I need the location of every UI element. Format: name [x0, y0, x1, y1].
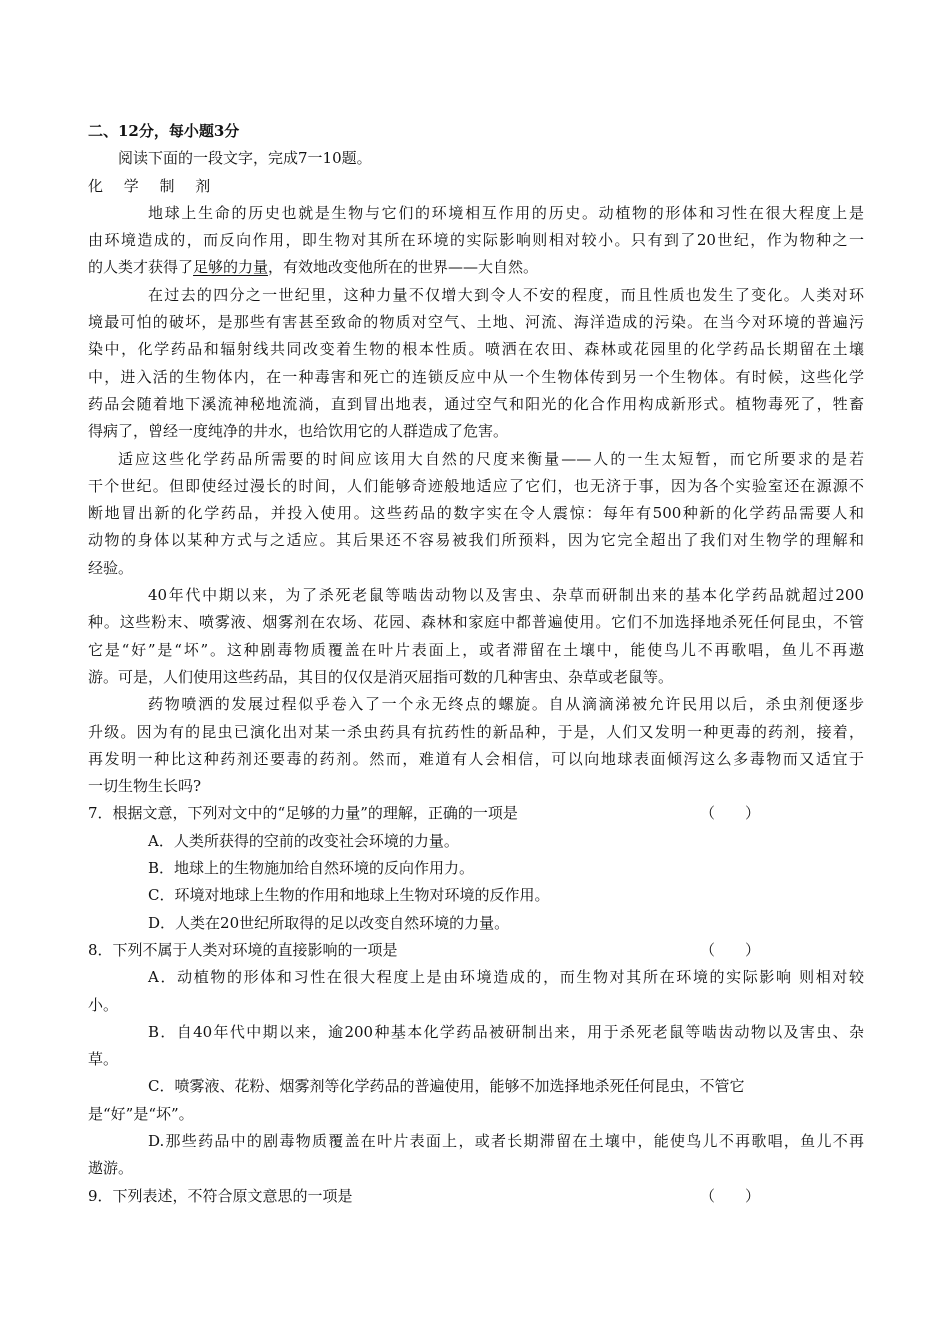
option-b: B．地球上的生物施加给自然环境的反向作用力。 — [148, 859, 475, 878]
option-b-cont: 草。 — [88, 1050, 119, 1069]
text-line: 在过去的四分之一世纪里，这种力量不仅增大到令人不安的程度，而且性质也发生了变化。人类对环 — [148, 285, 864, 304]
text-line: 由环境造成的，而反向作用，即生物对其所在环境的实际影响则相对较小。只有到了20世纪，作为物种之一 — [88, 231, 864, 250]
answer-paren: （ ） — [700, 940, 761, 959]
option-d-cont: 遨游。 — [88, 1159, 134, 1178]
text-line — [88, 254, 864, 281]
instruction: 阅读下面的一段文字，完成7一10题。 — [118, 149, 372, 168]
paragraph-3 — [88, 446, 864, 582]
question-stem — [88, 800, 864, 827]
text-line: 动物的身体以某种方式与之适应。其后果还不容易被我们所预料，因为它完全超出了我们对生物学的理解和 — [88, 531, 864, 550]
option-a: A．动植物的形体和习性在很大程度上是由环境造成的，而生物对其所在环境的实际影响 则相对较 — [148, 968, 864, 987]
option-c: C．环境对地球上生物的作用和地球上生物对环境的反作用。 — [148, 886, 550, 905]
text-line: 断地冒出新的化学药品，并投入使用。这些药品的数字实在令人震惊：每年有500种新的化学药品需要人和 — [88, 504, 864, 523]
question-stem — [88, 937, 864, 964]
text-line: 40年代中期以来，为了杀死老鼠等啮齿动物以及害虫、杂草而研制出来的基本化学药品就超过200 — [148, 586, 864, 605]
text-line: 得病了，曾经一度纯净的井水，也给饮用它的人群造成了危害。 — [88, 422, 509, 441]
text-line: 升级。因为有的昆虫已演化出对某一杀虫药具有抗药性的新品种，于是，人们又发明一种更毒的药剂，接着， — [88, 722, 864, 741]
exam-page — [88, 118, 864, 1210]
question-stem — [88, 1183, 864, 1210]
text-line: 再发明一种比这种药剂还要毒的药剂。然而，难道有人会相信，可以向地球表面倾泻这么多毒物而又适宜于 — [88, 749, 864, 768]
paragraph-4 — [88, 582, 864, 691]
text-line: 境最可怕的破坏，是那些有害甚至致命的物质对空气、土地、河流、海洋造成的污染。在当今对环境的普遍污 — [88, 313, 864, 332]
paragraph-5 — [88, 691, 864, 800]
text-fragment: ，有效地改变他所在的世界——大自然。 — [268, 258, 539, 277]
text-line: 药物喷洒的发展过程似乎卷入了一个永无终点的螺旋。自从滴滴涕被允许民用以后，杀虫剂便逐步 — [148, 695, 864, 714]
question-9 — [88, 1183, 864, 1210]
article-title-text: 化 学 制 剂 — [88, 176, 219, 195]
question-stem-text: 8．下列不属于人类对环境的直接影响的一项是 — [88, 940, 398, 959]
text-fragment: 的人类才获得了 — [88, 258, 194, 277]
question-stem-text: 7．根据文意，下列对文中的“足够的力量”的理解，正确的一项是 — [88, 804, 518, 823]
question-8 — [88, 937, 864, 1183]
text-line: 中，进入活的生物体内，在一种毒害和死亡的连锁反应中从一个生物体传到另一个生物体。有时候，这些化学 — [88, 367, 864, 386]
text-line: 一切生物生长吗? — [88, 777, 202, 796]
answer-paren: （ ） — [700, 804, 761, 823]
section-heading: 二、12分，每小题3分 — [88, 122, 240, 140]
option-d: D.那些药品中的剧毒物质覆盖在叶片表面上，或者长期滞留在土壤中，能使鸟儿不再歌唱，鱼儿不再 — [148, 1131, 864, 1150]
option-d: D．人类在20世纪所取得的足以改变自然环境的力量。 — [148, 913, 510, 932]
text-line: 干个世纪。但即使经过漫长的时间，人们能够奇迹般地适应了它们，也无济于事，因为各个实验室还在源源不 — [88, 476, 864, 495]
option-c-cont: 是“好”是“坏”。 — [88, 1104, 194, 1123]
text-line: 种。这些粉末、喷雾液、烟雾剂在农场、花园、森林和家庭中都普遍使用。它们不加选择地杀死任何昆虫，不管 — [88, 613, 864, 632]
article-title — [88, 173, 864, 200]
text-line: 药品会随着地下溪流神秘地流淌，直到冒出地表，通过空气和阳光的化合作用构成新形式。植物毒死了，牲畜 — [88, 394, 864, 413]
question-7 — [88, 800, 864, 936]
text-line: 它是“好”是“坏”。这种剧毒物质覆盖在叶片表面上，或者滞留在土壤中，能使鸟儿不再歌唱，鱼儿不再遨 — [88, 640, 864, 659]
question-stem-text: 9．下列表述，不符合原文意思的一项是 — [88, 1186, 353, 1205]
paragraph-1 — [88, 200, 864, 282]
option-a: A．人类所获得的空前的改变社会环境的力量。 — [148, 831, 459, 850]
option-b: B．自40年代中期以来，逾200种基本化学药品被研制出来，用于杀死老鼠等啮齿动物以及害虫、杂 — [148, 1022, 864, 1041]
option-c: C．喷雾液、花粉、烟雾剂等化学药品的普遍使用，能够不加选择地杀死任何昆虫，不管它 — [148, 1077, 745, 1096]
text-line: 适应这些化学药品所需要的时间应该用大自然的尺度来衡量——人的一生太短暂，而它所要求的是若 — [118, 449, 864, 468]
text-line: 染中，化学药品和辐射线共同改变着生物的根本性质。喷洒在农田、森林或花园里的化学药品长期留在土壤 — [88, 340, 864, 359]
text-line: 经验。 — [88, 558, 134, 577]
paragraph-2 — [88, 282, 864, 446]
text-line: 游。可是，人们使用这些药品，其目的仅仅是消灭屈指可数的几种害虫、杂草或老鼠等。 — [88, 667, 674, 686]
option-a-cont: 小。 — [88, 995, 119, 1014]
text-line: 地球上生命的历史也就是生物与它们的环境相互作用的历史。动植物的形体和习性在很大程度上是 — [148, 203, 864, 222]
underlined-phrase: 足够的力量 — [193, 258, 269, 277]
answer-paren: （ ） — [700, 1186, 761, 1205]
